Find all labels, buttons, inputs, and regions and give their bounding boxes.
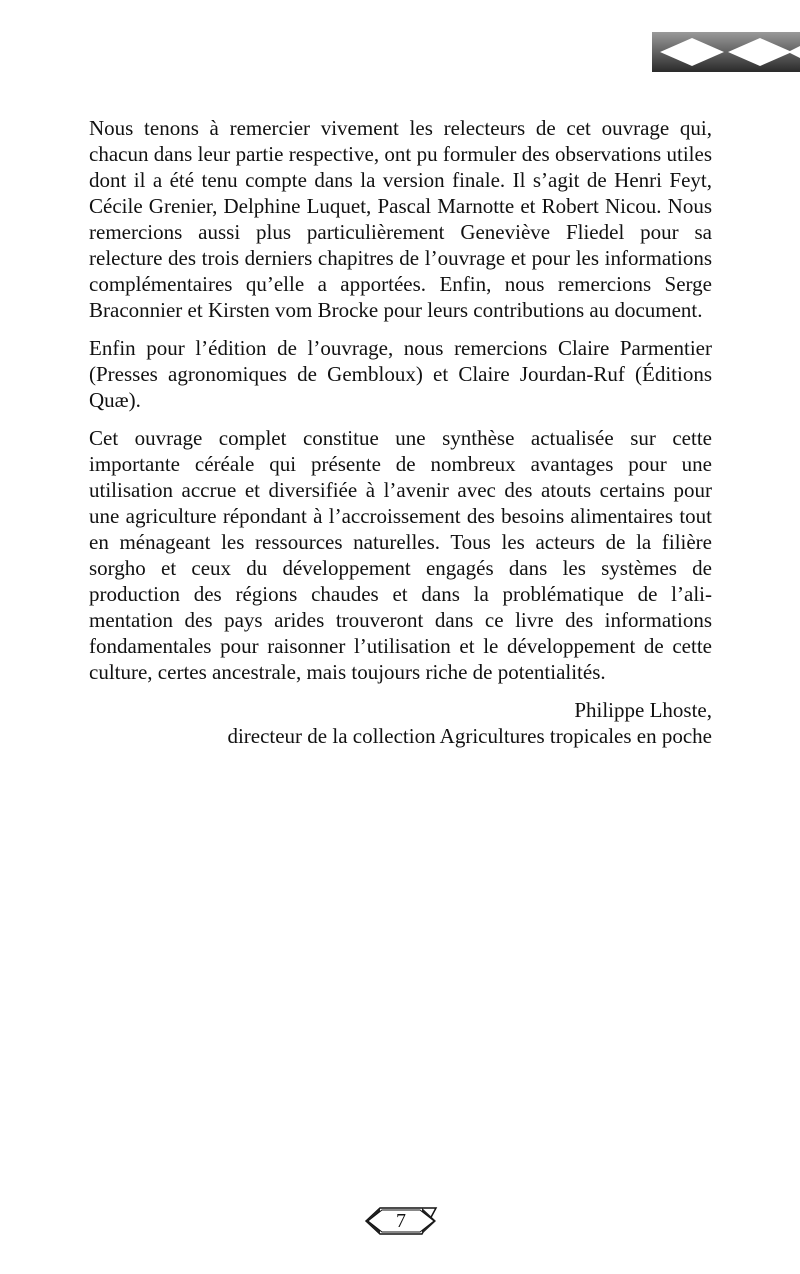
signature-role: directeur de la collection Agricultures tropicales en poche [227,724,712,748]
paragraph-synthesis: Cet ouvrage complet constitue une synthèse actualisée sur cette importante céréale qui présente de nombreux avantages pour une utilisation accrue et diversifiée à l’avenir avec des atouts certains pour une agriculture répondant à l’accroissement des besoins alimentaires tout en ménageant les ressources naturelles. Tous les acteurs de la filière sorgho et ceux du développement engagés dans les systèmes de production des régions chaudes et dans la problématique de l’alimentation des pays arides trouveront dans ce livre des informations fondamentales pour raisonner l’utilisation et le développement de cette culture, certes ancestrale, mais toujours riche de potentialités. [89,426,712,684]
body-text [89,115,712,749]
corner-diamond-ornament-icon [652,32,800,72]
paragraph-acknowledgements: Nous tenons à remercier vivement les relecteurs de cet ouvrage qui, chacun dans leur partie respective, ont pu formuler des observations utiles dont il a été tenu compte dans la version finale. Il s’agit de Henri Feyt, Cécile Grenier, Delphine Luquet, Pascal Marnotte et Robert Nicou. Nous remercions aussi plus particulièrement Geneviève Fliedel pour sa relecture des trois derniers chapitres de l’ouvrage et pour les informations complémentaires qu’elle a apportées. Enfin, nous remercions Serge Braconnier et Kirsten vom Brocke pour leurs contributions au document. [89,116,712,322]
signature-name: Philippe Lhoste, [574,698,712,722]
page-number: 7 [396,1210,406,1232]
signature [89,697,712,749]
paragraph-editions: Enfin pour l’édition de l’ouvrage, nous remercions Claire Parmentier (Presses agronomiques de Gembloux) et Claire Jourdan-Ruf (Éditions Quæ). [89,336,712,412]
page-number-badge [364,1206,438,1236]
